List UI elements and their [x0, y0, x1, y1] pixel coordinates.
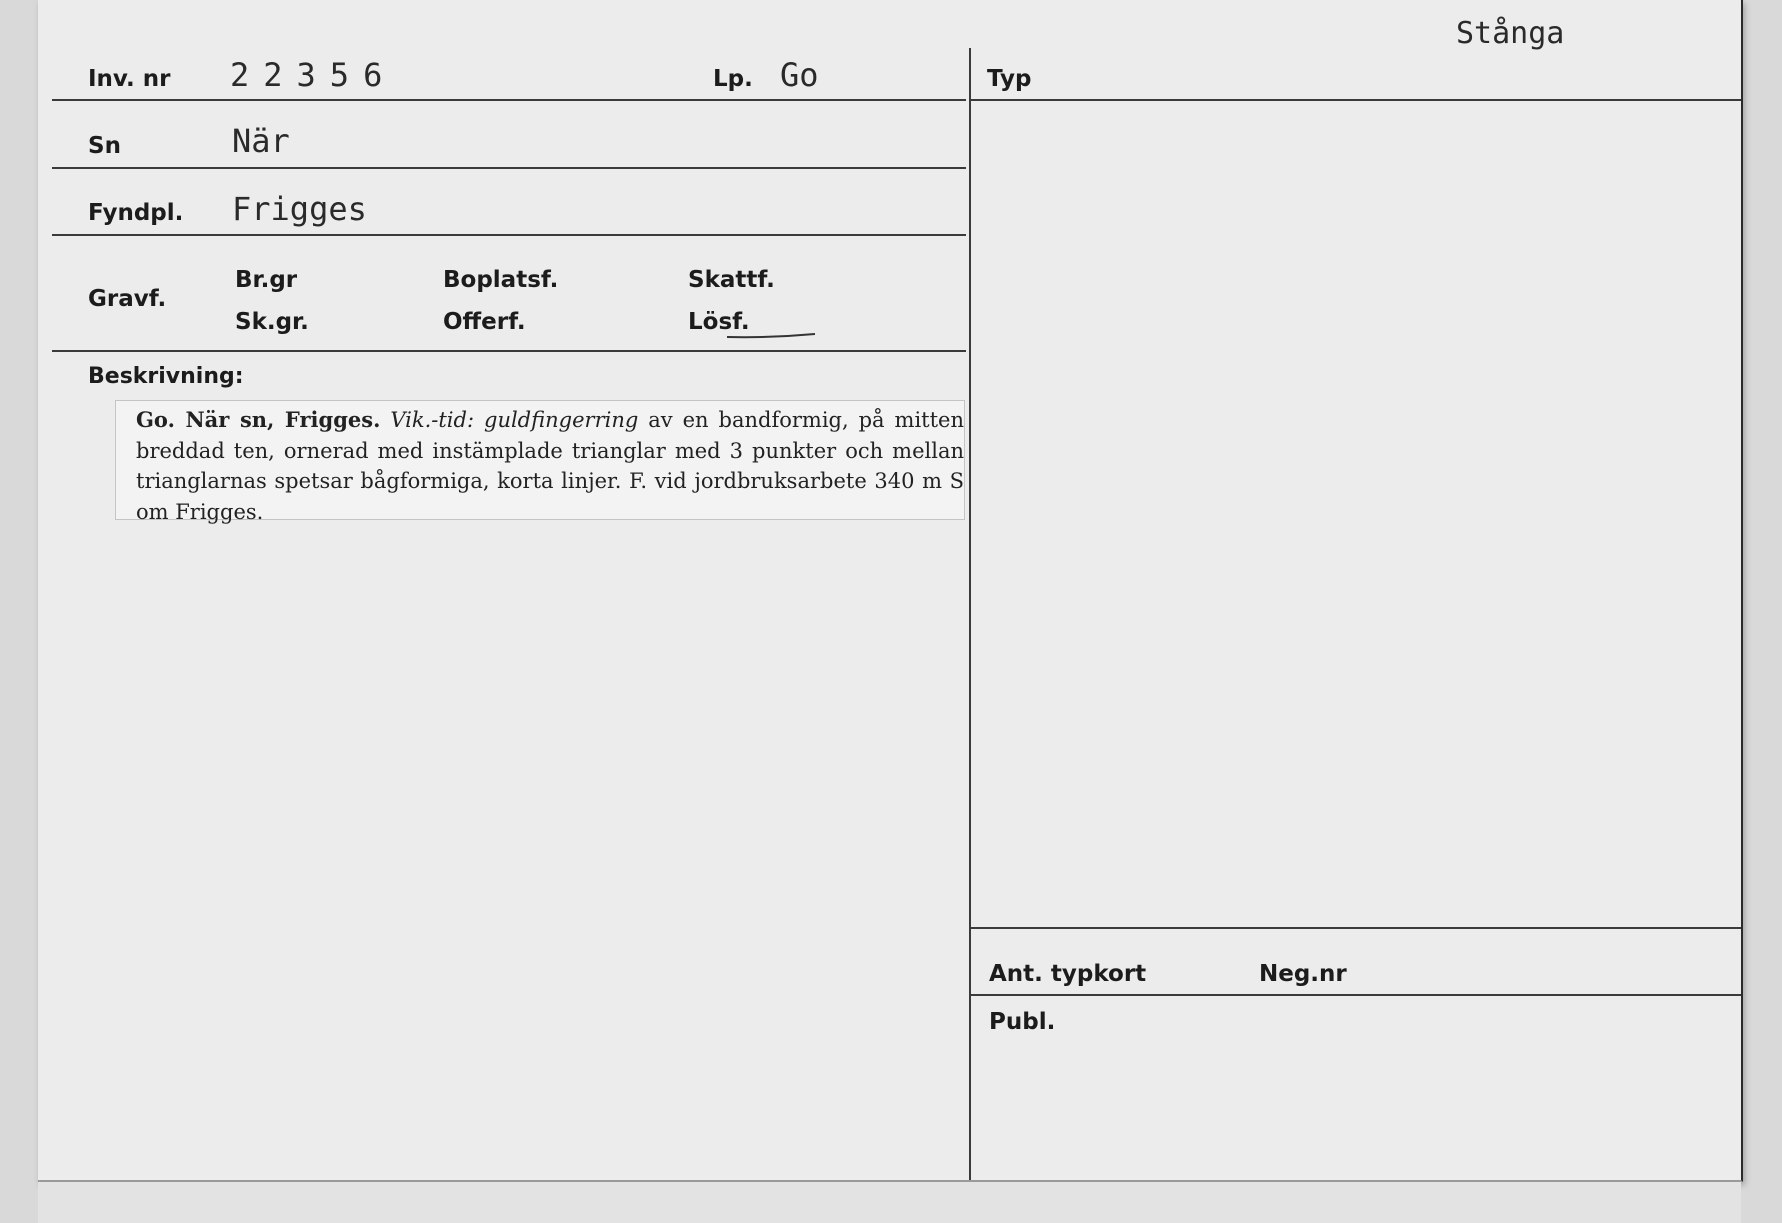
skattf-label: Skattf. [688, 267, 775, 293]
row-divider [971, 99, 1741, 101]
skgr-label: Sk.gr. [235, 309, 309, 335]
losf-label: Lösf. [688, 309, 750, 335]
description-text: av en bandformig, på mitten breddad ten, ornerad med instämplade trianglar med 3 punkter och mellan trianglarnas spetsar bågformiga, korta linjer. F. vid jordbruksarbete 340 m S om Frigges. [136, 408, 964, 524]
description-lead: Go. När sn, Frigges. [136, 407, 381, 432]
brgr-label: Br.gr [235, 267, 298, 293]
row-divider [971, 994, 1741, 996]
sn-label: Sn [88, 133, 121, 159]
publ-label: Publ. [989, 1009, 1056, 1035]
corner-note: Stånga [1456, 16, 1565, 51]
row-divider [52, 99, 966, 101]
row-divider [971, 927, 1741, 929]
inv-nr-value: 22356 [230, 56, 397, 94]
fyndpl-value: Frigges [232, 190, 367, 228]
sn-value: När [232, 122, 290, 160]
inv-nr-label: Inv. nr [88, 66, 171, 92]
row-divider [52, 234, 966, 236]
catalog-card [38, 0, 1743, 1182]
losf-underline [727, 333, 815, 339]
boplatsf-label: Boplatsf. [443, 267, 559, 293]
description-slip [115, 400, 965, 524]
column-divider [969, 48, 971, 1180]
negnr-label: Neg.nr [1259, 961, 1347, 987]
beskrivning-label: Beskrivning: [88, 364, 244, 389]
lp-label: Lp. [713, 66, 753, 92]
description-italic: Vik.-tid: guldfingerring [390, 408, 639, 432]
fyndpl-label: Fyndpl. [88, 200, 184, 226]
lp-value: Go [780, 56, 819, 94]
gravf-label: Gravf. [88, 286, 167, 312]
row-divider [52, 167, 966, 169]
row-divider [52, 350, 966, 352]
offerf-label: Offerf. [443, 309, 526, 335]
scan-background [38, 1182, 1741, 1223]
ant-typkort-label: Ant. typkort [989, 961, 1147, 987]
typ-label: Typ [987, 66, 1032, 92]
